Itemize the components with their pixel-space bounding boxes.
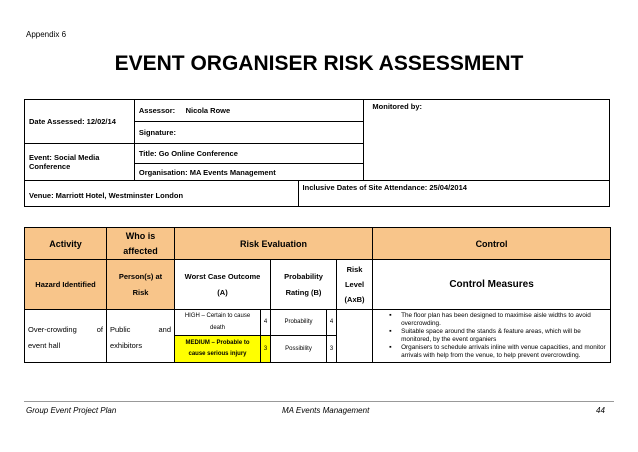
- header-hazard-identified: Hazard Identified: [25, 260, 107, 310]
- control-measure-item: ▪ Organisers to schedule arrivals inline with venue capacities, and monitor arrivals with help from the venue, to help prevent overcrowding.: [395, 344, 606, 360]
- monitored-by: Monitored by:: [364, 100, 610, 181]
- persons-cell: Public and exhibitors: [107, 310, 175, 363]
- worst-case-medium: MEDIUM – Probable to cause serious injury: [175, 335, 261, 362]
- risk-level-cell: [337, 310, 373, 363]
- risk-evaluation-table: [24, 227, 611, 363]
- header-who-affected: Who is affected: [107, 228, 175, 260]
- worst-case-high-value: 4: [261, 310, 271, 336]
- control-measure-item: ▪ Suitable space around the stands & feature areas, which will be monitored, by the event organiers: [395, 328, 606, 344]
- worst-case-high: HIGH – Certain to cause death: [175, 310, 261, 336]
- possibility-label: Possibility: [271, 335, 327, 362]
- header-control-measures: Control Measures: [373, 260, 611, 310]
- footer-left: Group Event Project Plan: [26, 406, 117, 415]
- assessor-name: Nicola Rowe: [185, 106, 231, 115]
- header-risk-level: Risk Level (AxB): [337, 260, 373, 310]
- organisation: Organisation: MA Events Management: [134, 164, 364, 181]
- appendix-label: Appendix 6: [26, 30, 67, 39]
- possibility-value: 3: [327, 335, 337, 362]
- header-persons-at-risk: Person(s) at Risk: [107, 260, 175, 310]
- header-probability: Probability Rating (B): [271, 260, 337, 310]
- header-worst-case: Worst Case Outcome (A): [175, 260, 271, 310]
- worst-case-medium-value: 3: [261, 335, 271, 362]
- signature: Signature:: [134, 122, 364, 144]
- header-control: Control: [373, 228, 611, 260]
- inclusive-dates: Inclusive Dates of Site Attendance: 25/04/2014: [298, 181, 609, 207]
- probability-label: Probability: [271, 310, 327, 336]
- header-activity: Activity: [25, 228, 107, 260]
- assessment-info-table: [24, 99, 610, 207]
- date-assessed: Date Assessed: 12/02/14: [25, 100, 135, 144]
- footer-center: MA Events Management: [282, 406, 370, 415]
- control-measures-list: [383, 312, 606, 360]
- venue: Venue: Marriott Hotel, Westminster London: [25, 181, 299, 207]
- footer-divider: [24, 401, 614, 402]
- event-name: Event: Social Media Conference: [25, 144, 135, 181]
- header-risk-evaluation: Risk Evaluation: [175, 228, 373, 260]
- assessor-label: Assessor:: [138, 106, 176, 115]
- footer-page-number: 44: [596, 406, 605, 415]
- control-measure-item: ▪ The floor plan has been designed to maximise aisle widths to avoid overcrowding.: [395, 312, 606, 328]
- event-title: Title: Go Online Conference: [134, 144, 364, 164]
- hazard-cell: Over-crowding of event hall: [25, 310, 107, 363]
- assessor-cell: [134, 100, 364, 122]
- control-measures-cell: [373, 310, 611, 363]
- page-title: EVENT ORGANISER RISK ASSESSMENT: [114, 52, 524, 75]
- probability-value: 4: [327, 310, 337, 336]
